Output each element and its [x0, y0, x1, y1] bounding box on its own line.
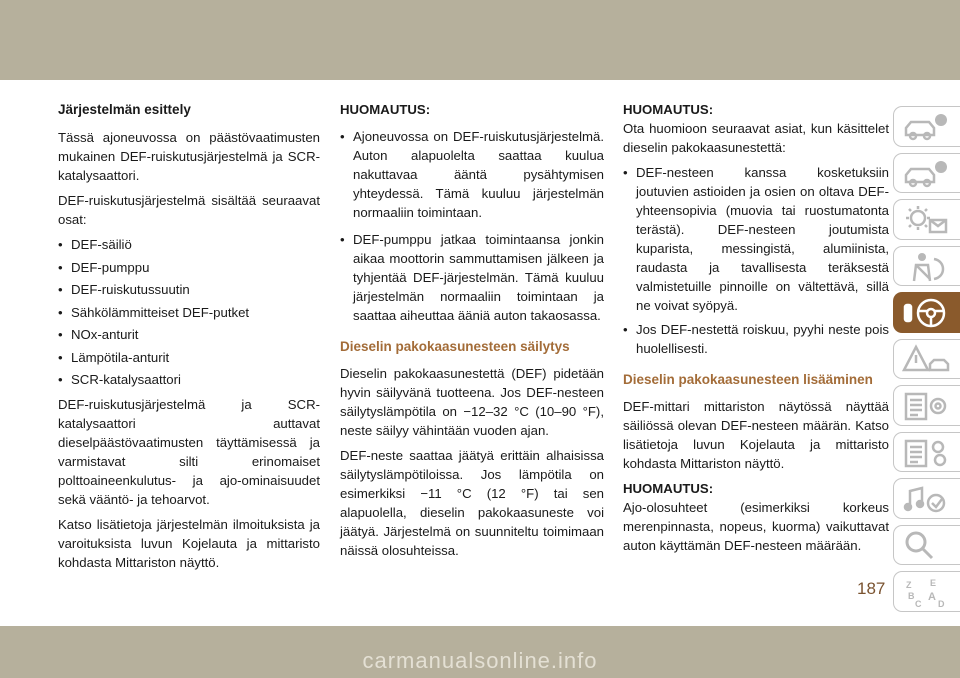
- top-band: [0, 0, 960, 80]
- index-letter: B: [908, 591, 915, 601]
- seatbelt-airbag-icon: [902, 251, 950, 283]
- tab-lights-messages[interactable]: [893, 199, 960, 240]
- component-list: [58, 235, 320, 389]
- index-letter: D: [938, 599, 945, 608]
- tab-emergency[interactable]: [893, 339, 960, 380]
- note-list: [623, 163, 889, 358]
- paragraph: DEF-neste saattaa jäätyä erittäin alhaisissa säilytyslämpötiloissa. Jos lämpötila on esimerkiksi −11 °C (12 °F) tai sen alapuolella, dieselin pakokaasuneste voi jäätyä. Järjestelmä on suunniteltu toimimaan näissä olosuhteissa.: [340, 448, 604, 558]
- list-item: • DEF-säiliö: [58, 235, 320, 254]
- list-item: • Jos DEF-nestettä roiskuu, pyyhi neste pois huolellisesti.: [623, 320, 889, 358]
- tab-index[interactable]: [893, 571, 960, 612]
- watermark: carmanualsonline.info: [362, 648, 598, 673]
- tab-safety[interactable]: [893, 246, 960, 287]
- tab-maintenance[interactable]: [893, 385, 960, 426]
- list-item: • DEF-ruiskutussuutin: [58, 280, 320, 299]
- spec-settings-icon: [902, 437, 950, 469]
- list-item: • Lämpötila-anturit: [58, 348, 320, 367]
- list-item: • DEF-pumppu: [58, 258, 320, 277]
- search-icon: [902, 530, 950, 562]
- alphabetic-index-icon: [902, 576, 950, 608]
- maintenance-icon: [902, 390, 950, 422]
- paragraph: Ajo-olosuhteet (esimerkiksi korkeus merenpinnasta, nopeus, kuorma) vaikuttavat auton käyttämän DEF-nesteen määrään.: [623, 500, 889, 553]
- note-title: HUOMAUTUS:: [623, 102, 714, 117]
- list-item: • SCR-katalysaattori: [58, 370, 320, 389]
- index-letter: C: [915, 599, 922, 608]
- paragraph: Dieselin pakokaasunestettä (DEF) pidetään hyvin säilyvänä tuotteena. Jos DEF-nesteen säilytyslämpötila on −12–32 °C (10–90 °F), neste säilyy vähintään vuoden ajan.: [340, 366, 604, 438]
- tab-multimedia[interactable]: [893, 478, 960, 519]
- paragraph: Ota huomioon seuraavat asiat, kun käsittelet dieselin pakokaasunestettä:: [623, 121, 889, 155]
- list-item: • DEF-pumppu jatkaa toimintaansa jonkin aikaa moottorin sammuttamisen jälkeen ja tyhjentää DEF-järjestelmän. Tämä kuuluu järjestelmän normaaliin toimintaan ja saattaa aiheuttaa ääniä auton takaosassa.: [340, 230, 604, 325]
- note-title: HUOMAUTUS:: [340, 102, 431, 117]
- section-title: Järjestelmän esittely: [58, 102, 191, 117]
- paragraph: Tässä ajoneuvossa on päästövaatimusten mukainen DEF-ruiskutusjärjestelmä ja SCR-katalysaattori.: [58, 130, 320, 183]
- steering-wheel-icon: [902, 297, 950, 329]
- paragraph: DEF-ruiskutusjärjestelmä sisältää seuraavat osat:: [58, 193, 320, 227]
- note-title: HUOMAUTUS:: [623, 481, 714, 496]
- list-item: • NOx-anturit: [58, 325, 320, 344]
- section-heading: Dieselin pakokaasunesteen lisääminen: [623, 372, 873, 387]
- car-warning-icon: [902, 158, 950, 190]
- tab-starting-operating[interactable]: [893, 292, 960, 333]
- column-1: [58, 100, 320, 578]
- tab-car-warning[interactable]: [893, 153, 960, 194]
- multimedia-icon: [902, 483, 950, 515]
- tab-car-info[interactable]: [893, 106, 960, 147]
- index-letter: A: [928, 591, 936, 603]
- chapter-tabs: [893, 106, 960, 618]
- emergency-warning-icon: [902, 344, 950, 376]
- tab-search[interactable]: [893, 525, 960, 566]
- index-letter: Z: [906, 580, 912, 590]
- list-item: • DEF-nesteen kanssa kosketuksiin joutuvien astioiden ja osien on oltava DEF-yhteensopivia (muovia tai ruostumatonta terästä). DEF-nesteen joutumista kuparista, messingistä, alumiinista, raudasta ja tavallisesta teräksestä valmistetuille pinnoille on vältettävä, sillä ne voivat syöpyä.: [623, 163, 889, 315]
- page-number: 187: [857, 579, 886, 598]
- tab-specifications[interactable]: [893, 432, 960, 473]
- column-2: [340, 100, 604, 566]
- lights-message-icon: [902, 204, 950, 236]
- paragraph: DEF-mittari mittariston näytössä näyttää säiliössä olevan DEF-nesteen määrän. Katso lisätietoja luvun Kojelauta ja mittaristo kohdasta Mittariston näyttö.: [623, 399, 889, 471]
- section-heading: Dieselin pakokaasunesteen säilytys: [340, 339, 570, 354]
- list-item: • Ajoneuvossa on DEF-ruiskutusjärjestelmä. Auton alapuolelta saattaa kuulua nakuttavaa ääntä pysähtymisen yhteydessä. Tämä kuuluu järjestelmän normaaliin toimintaan.: [340, 127, 604, 222]
- paragraph: Katso lisätietoja järjestelmän ilmoituksista ja varoituksista luvun Kojelauta ja mittaristo kohdasta Mittariston näyttö.: [58, 517, 320, 570]
- index-letter: E: [930, 578, 937, 588]
- paragraph: DEF-ruiskutusjärjestelmä ja SCR-katalysaattori auttavat dieselpäästövaatimusten täyttämisessä ja varmistavat silti erinomaiset polttoaineenkulutus- ja ajo-ominaisuudet sekä vääntö- ja tehoarvot.: [58, 397, 320, 507]
- list-item: • Sähkölämmitteiset DEF-putket: [58, 303, 320, 322]
- column-3: [623, 100, 889, 561]
- note-list: [340, 127, 604, 325]
- car-info-icon: [902, 111, 950, 143]
